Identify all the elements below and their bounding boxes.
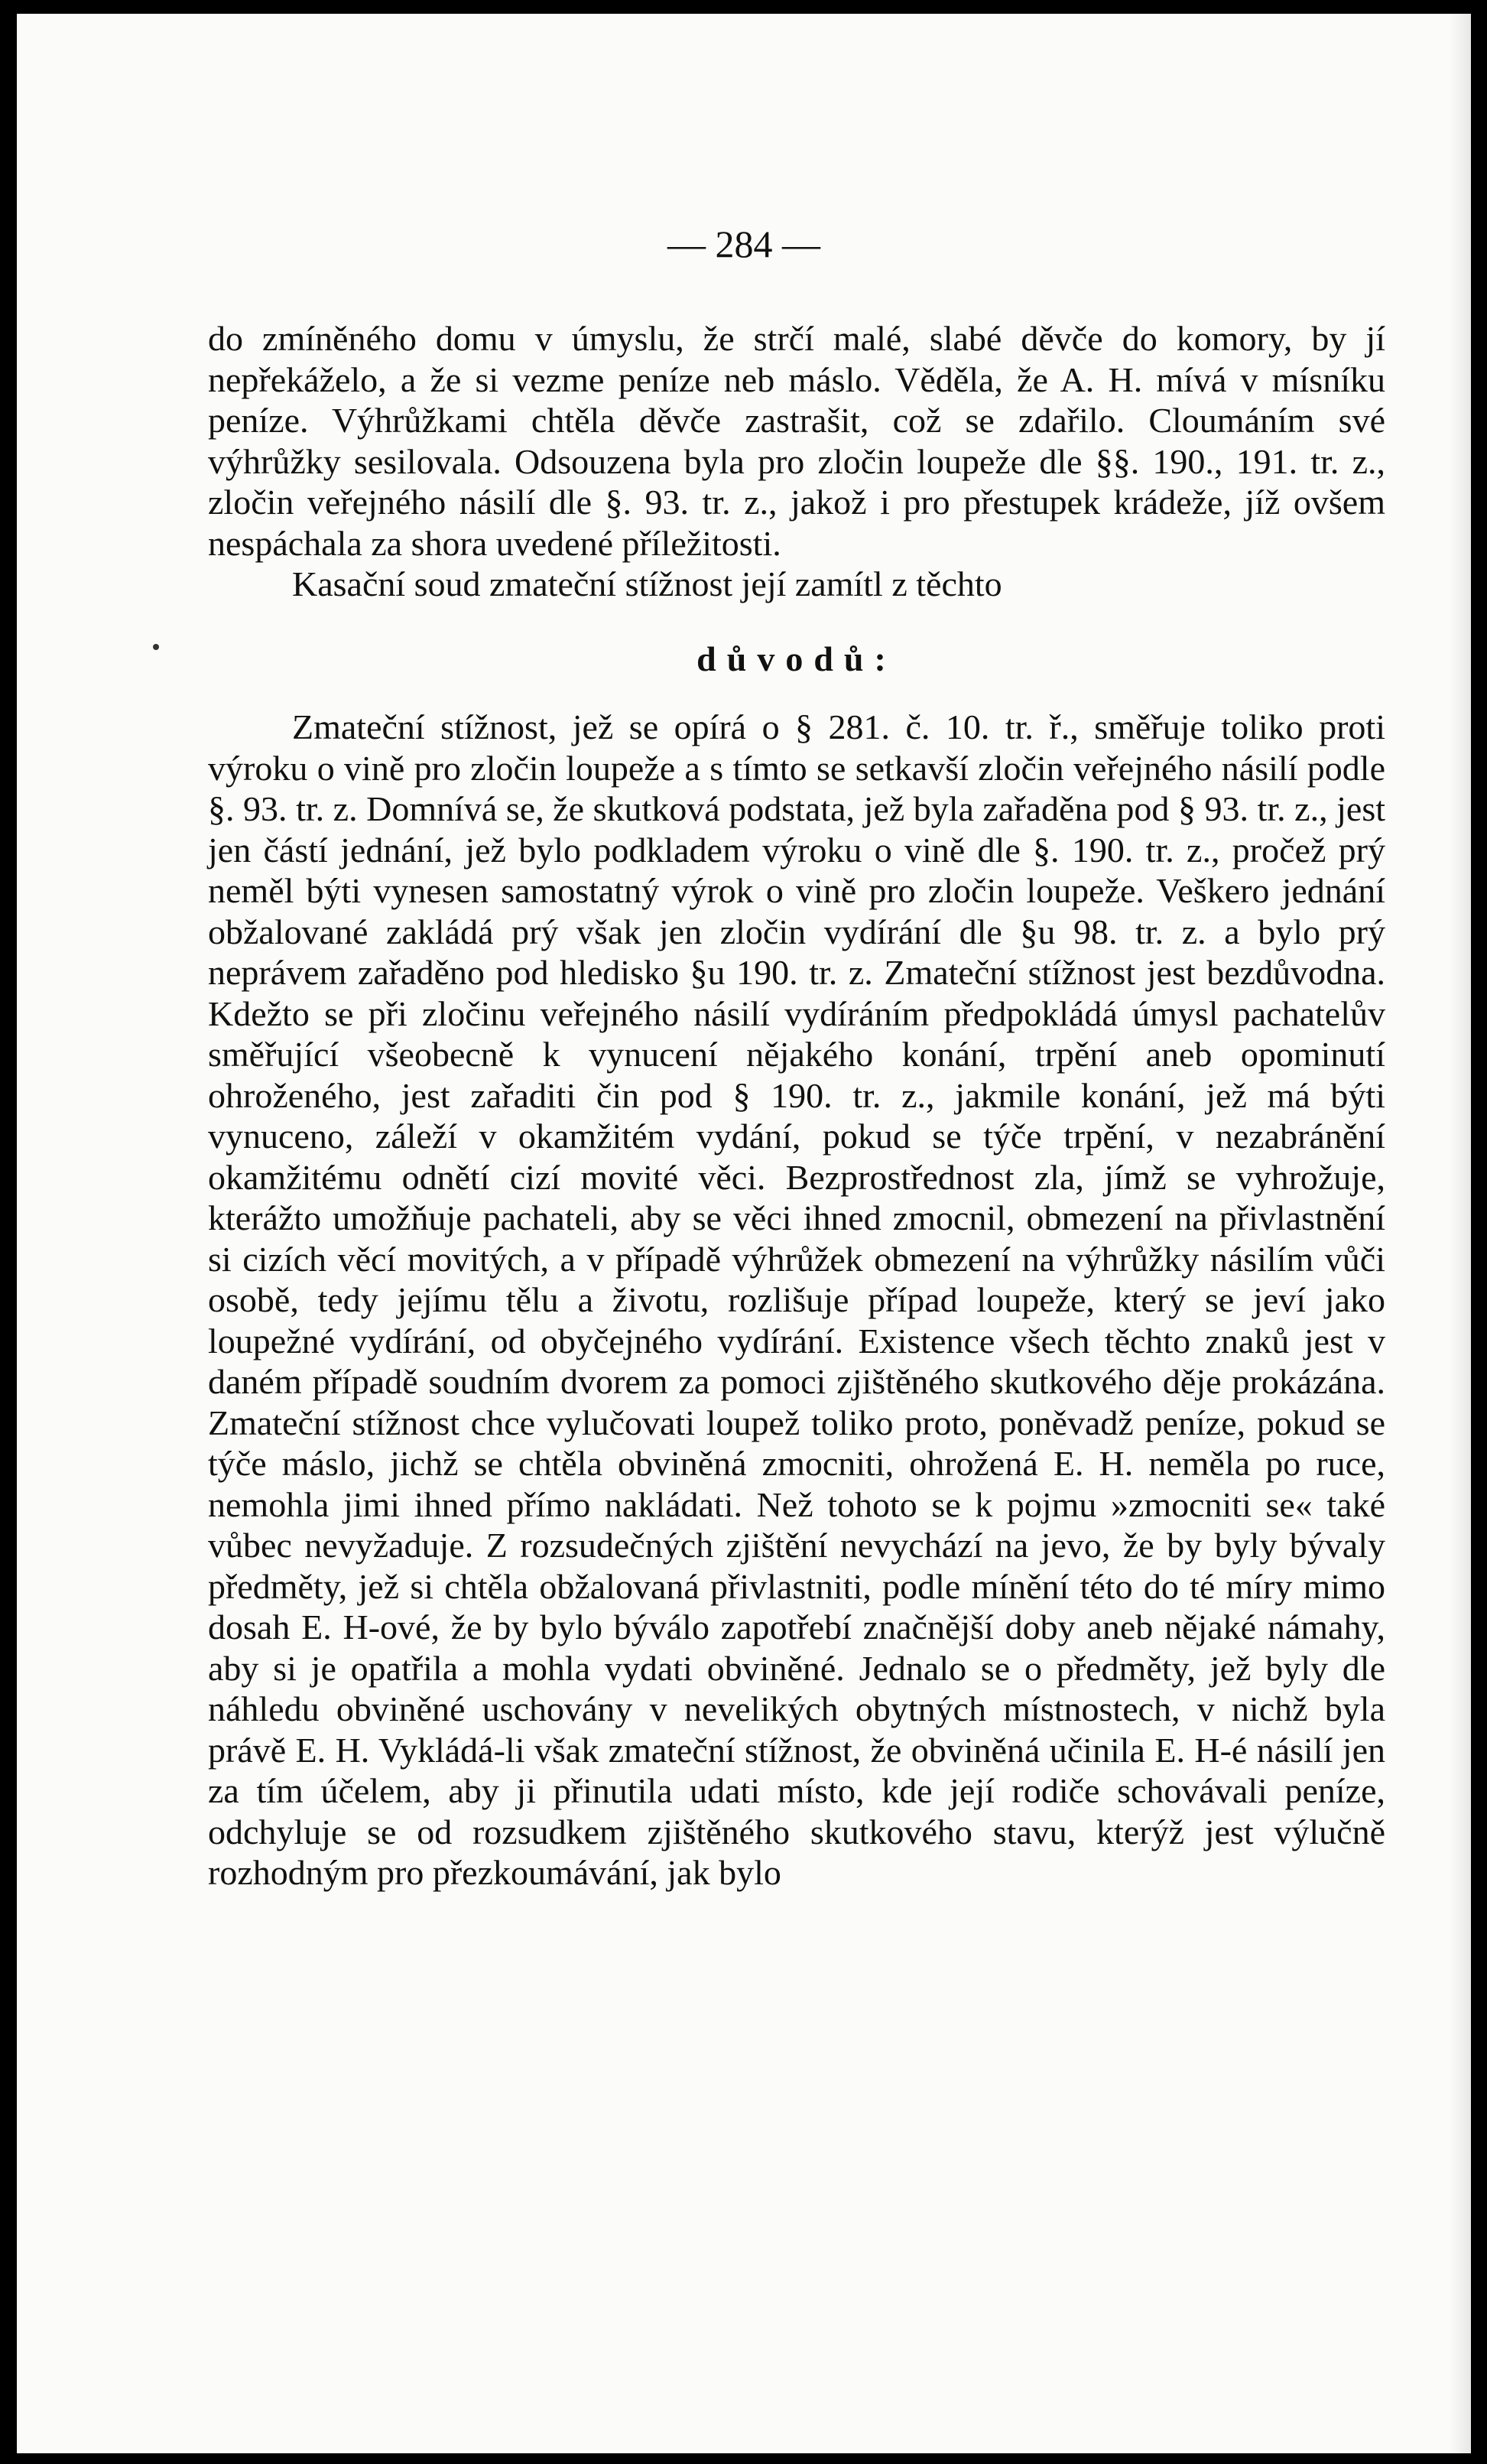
paragraph-case-facts: do zmíněného domu v úmyslu, že strčí malé, slabé děvče do komory, by jí nepřekáželo, a že si vezme peníze neb máslo. Věděla, že A. H. mívá v mísníku peníze. Výhrůžkami chtěla děvče zastrašit, což se zdařilo. Cloumáním své výhrůžky sesilovala. Odsouzena byla pro zločin loupeže dle §§. 190., 191. tr. z., zločin veřejného násilí dle §. 93. tr. z., jakož i pro přestupek krádeže, jíž ovšem nespáchala za shora uvedené příležitosti.	[208, 319, 1385, 563]
page-edge-shadow	[1450, 14, 1471, 2453]
margin-dot-mark	[153, 644, 159, 650]
paragraph-reasons: Zmateční stížnost, jež se opírá o § 281. č. 10. tr. ř., směřuje toliko proti výroku o vině pro zločin loupeže a s tímto se setkavší zločin veřejného násilí podle §. 93. tr. z. Domnívá se, že skutková podstata, jež byla zařaděna pod § 93. tr. z., jest jen částí jednání, jež bylo podkladem výroku o vině dle §. 190. tr. z., pročež prý neměl býti vynesen samostatný výrok o vině pro zločin loupeže. Veškero jednání obžalované zakládá prý však jen zločin vydírání dle §u 98. tr. z. a bylo prý neprávem zařaděno pod hledisko §u 190. tr. z. Zmateční stížnost jest bezdůvodna. Kdežto se při zločinu veřejného násilí vydíráním předpokládá úmysl pachatelův směřující všeobecně k vynucení nějakého konání, trpění aneb opominutí ohroženého, jest zařaditi čin pod § 190. tr. z., jakmile konání, jež má býti vynuceno, záleží v okamžitém vydání, pokud se týče trpění, v nezabránění okamžitému odnětí cizí movité věci. Bezprostřednost zla, jímž se vyhrožuje, kterážto umožňuje pachateli, aby se věci ihned zmocnil, obmezení na přivlastnění si cizích věcí movitých, a v případě výhrůžek obmezení na výhrůžky násilím vůči osobě, tedy jejímu tělu a životu, rozlišuje případ loupeže, který se jeví jako loupežné vydírání, od obyčejného vydírání. Existence všech těchto znaků jest v daném případě soudním dvorem za pomoci zjištěného skutkového děje prokázána. Zmateční stížnost chce vylučovati loupež toliko proto, poněvadž peníze, pokud se týče máslo, jichž se chtěla obviněná zmocniti, ohrožená E. H. neměla po ruce, nemohla jimi ihned přímo nakládati. Než tohoto se k pojmu »zmocniti se« také vůbec nevyžaduje. Z rozsudečných zjištění nevychází na jevo, že by byly bývaly předměty, jež si chtěla obžalovaná přivlastniti, podle mínění této do té míry mimo dosah E. H-ové, že by bylo býválo zapotřebí značnější doby aneb nějaké námahy, aby si je opatřila a mohla vydati obviněné. Jednalo se o předměty, jež byly dle náhledu obviněné uschovány v nevelikých obytných místnostech, v nichž byla právě E. H. Vykládá-li však zmateční stížnost, že obviněná učinila E. H-é násilí jen za tím účelem, aby ji přinutila udati místo, kde její rodiče schovávali peníze, odchyluje se od rozsudkem zjištěného skutkového stavu, kterýž jest výlučně rozhodným pro přezkoumávání, jak bylo	[208, 707, 1385, 1892]
paragraph-court-decision: Kasační soud zmateční stížnost její zamítl z těchto	[292, 564, 1002, 603]
book-page	[17, 14, 1471, 2453]
body-text	[208, 318, 1385, 1894]
section-heading-reasons: důvodů:	[696, 639, 897, 678]
page-number: — 284 —	[667, 223, 820, 265]
